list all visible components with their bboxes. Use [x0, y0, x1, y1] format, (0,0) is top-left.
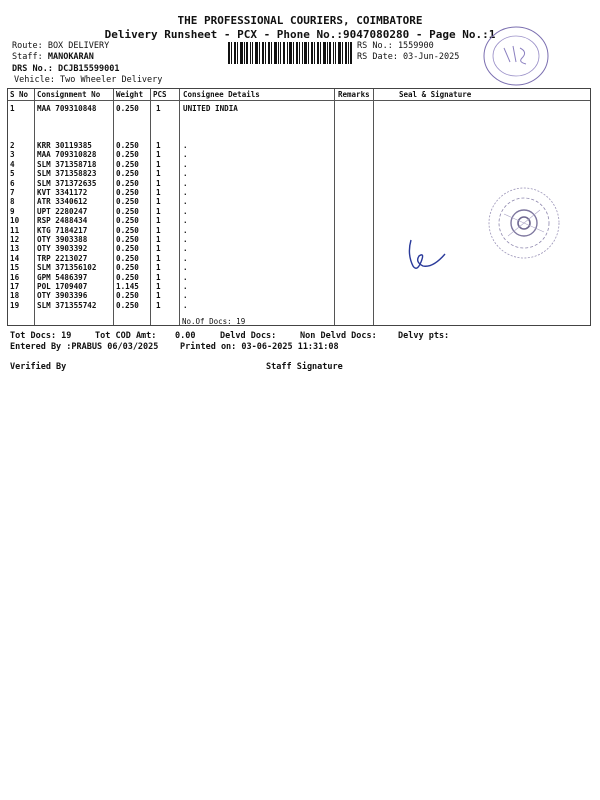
tot-cod-label: Tot COD Amt:: [95, 331, 157, 341]
cell-weight: 0.250: [116, 291, 139, 301]
col-header-seal: Seal & Signature: [399, 90, 472, 99]
cell-details: .: [183, 253, 188, 263]
cell-details: UNITED INDIA: [183, 104, 238, 113]
cell-cons: KRR 30119385: [37, 141, 92, 150]
cell-sno: 6: [10, 178, 15, 188]
signature-mark: [405, 236, 449, 276]
cell-pcs: 1: [156, 150, 161, 160]
runsheet-subtitle: Delivery Runsheet - PCX - Phone No.:9047080280 - Page No.:1: [104, 28, 496, 41]
cell-cons: RSP 2488434: [37, 216, 88, 226]
cell-details: .: [183, 150, 188, 160]
no-of-docs: No.Of Docs: 19: [182, 317, 246, 326]
drs-number: DRS No.: DCJB15599001: [12, 64, 120, 74]
cell-sno: 10: [10, 216, 20, 226]
cell-weight: 1.145: [116, 282, 139, 291]
cell-weight: 0.250: [116, 216, 139, 226]
cell-sno: 19: [10, 300, 20, 310]
cell-cons: GPM 5486397: [37, 272, 88, 282]
table-row: [8, 169, 590, 178]
printed-on: Printed on: 03-06-2025 11:31:08: [180, 342, 339, 352]
cell-pcs: 1: [156, 272, 161, 282]
cell-cons: MAA 709310848: [37, 104, 97, 113]
cell-pcs: 1: [156, 188, 161, 197]
staff-name: MANOKARAN: [47, 52, 94, 62]
seal-stamp-icon: [484, 184, 564, 262]
cell-weight: 0.250: [116, 104, 139, 113]
cell-details: .: [183, 263, 188, 273]
cell-weight: 0.250: [116, 206, 139, 216]
cell-sno: 7: [10, 188, 15, 197]
cell-weight: 0.250: [116, 225, 139, 235]
cell-weight: 0.250: [116, 150, 139, 160]
header-divider: [8, 100, 590, 101]
cell-weight: 0.250: [116, 197, 139, 207]
cell-weight: 0.250: [116, 272, 139, 282]
col-header-remarks: Remarks: [338, 90, 370, 99]
cell-sno: 17: [10, 282, 20, 291]
cell-cons: KTG 7184217: [37, 225, 88, 235]
cell-details: .: [183, 197, 188, 207]
cell-details: .: [183, 159, 188, 169]
vehicle-info: Vehicle: Two Wheeler Delivery: [14, 75, 163, 85]
cell-details: .: [183, 272, 188, 282]
cell-sno: 9: [10, 206, 15, 216]
table-row: [8, 273, 590, 282]
cell-details: .: [183, 225, 188, 235]
cell-pcs: 1: [156, 291, 161, 301]
cell-pcs: 1: [156, 263, 161, 273]
cell-weight: 0.250: [116, 159, 139, 169]
table-row: [8, 104, 590, 113]
cell-cons: OTY 3903388: [37, 235, 88, 244]
entered-by: Entered By :PRABUS 06/03/2025: [10, 342, 159, 352]
cell-cons: TRP 2213027: [37, 253, 88, 263]
cell-pcs: 1: [156, 178, 161, 188]
cell-details: .: [183, 291, 188, 301]
staff-info: [12, 52, 94, 62]
table-row: [8, 150, 590, 159]
cell-weight: 0.250: [116, 263, 139, 273]
cell-pcs: 1: [156, 253, 161, 263]
rs-date: RS Date: 03-Jun-2025: [357, 52, 460, 62]
cell-cons: OTY 3903392: [37, 244, 88, 254]
cell-pcs: 1: [156, 244, 161, 254]
cell-sno: 14: [10, 253, 20, 263]
col-header-sno: S No: [10, 90, 29, 99]
tot-cod-amount: 0.00: [175, 331, 196, 341]
cell-weight: 0.250: [116, 235, 139, 244]
cell-details: .: [183, 235, 188, 244]
col-header-pcs: PCS: [153, 90, 167, 99]
cell-pcs: 1: [156, 225, 161, 235]
cell-sno: 15: [10, 263, 20, 273]
cell-sno: 4: [10, 159, 15, 169]
cell-pcs: 1: [156, 159, 161, 169]
cell-pcs: 1: [156, 104, 161, 113]
staff-label: Staff:: [12, 52, 43, 62]
cell-sno: 13: [10, 244, 20, 254]
cell-sno: 3: [10, 150, 15, 160]
cell-cons: MAA 709310828: [37, 150, 97, 160]
cell-pcs: 1: [156, 197, 161, 207]
col-header-consignee: Consignee Details: [183, 90, 260, 99]
cell-cons: SLM 371355742: [37, 300, 97, 310]
company-title: THE PROFESSIONAL COURIERS, COIMBATORE: [177, 14, 423, 27]
col-header-weight: Weight: [116, 90, 144, 99]
cell-cons: UPT 2280247: [37, 206, 88, 216]
table-row: [8, 160, 590, 169]
cell-sno: 16: [10, 272, 20, 282]
cell-details: .: [183, 216, 188, 226]
cell-details: .: [183, 169, 188, 179]
cell-weight: 0.250: [116, 300, 139, 310]
table-row: [8, 263, 590, 272]
cell-pcs: 1: [156, 282, 161, 291]
cell-details: .: [183, 206, 188, 216]
cell-details: .: [183, 300, 188, 310]
cell-cons: OTY 3903396: [37, 291, 88, 301]
col-header-consignment: Consignment No: [37, 90, 101, 99]
cell-sno: 11: [10, 225, 20, 235]
cell-pcs: 1: [156, 216, 161, 226]
cell-weight: 0.250: [116, 253, 139, 263]
cell-weight: 0.250: [116, 178, 139, 188]
non-delvd-docs: Non Delvd Docs:: [300, 331, 377, 341]
cell-weight: 0.250: [116, 244, 139, 254]
cell-details: .: [183, 141, 188, 150]
route-info: Route: BOX DELIVERY: [12, 41, 110, 51]
delvy-pts: Delvy pts:: [398, 331, 450, 341]
cell-cons: SLM 371358718: [37, 159, 97, 169]
rs-number: RS No.: 1559900: [357, 41, 434, 51]
cell-details: .: [183, 178, 188, 188]
delvd-docs: Delvd Docs:: [220, 331, 277, 341]
tot-docs: Tot Docs: 19: [10, 331, 72, 341]
stamp-icon: [480, 22, 552, 90]
cell-pcs: 1: [156, 206, 161, 216]
cell-details: .: [183, 188, 188, 197]
cell-weight: 0.250: [116, 169, 139, 179]
cell-details: .: [183, 282, 188, 291]
table-row: [8, 141, 590, 150]
cell-pcs: 1: [156, 169, 161, 179]
cell-pcs: 1: [156, 235, 161, 244]
cell-pcs: 1: [156, 141, 161, 150]
verified-by: Verified By: [10, 362, 67, 372]
barcode-image: [228, 42, 352, 64]
cell-sno: 18: [10, 291, 20, 301]
cell-cons: KVT 3341172: [37, 188, 88, 197]
cell-sno: 8: [10, 197, 15, 207]
cell-cons: SLM 371358823: [37, 169, 97, 179]
cell-sno: 12: [10, 235, 20, 244]
table-row: [8, 301, 590, 310]
cell-pcs: 1: [156, 300, 161, 310]
table-row: [8, 282, 590, 291]
table-row: [8, 291, 590, 300]
cell-details: .: [183, 244, 188, 254]
cell-cons: SLM 371356102: [37, 263, 97, 273]
cell-weight: 0.250: [116, 141, 139, 150]
staff-signature-label: Staff Signature: [266, 362, 343, 372]
cell-sno: 5: [10, 169, 15, 179]
cell-weight: 0.250: [116, 188, 139, 197]
cell-cons: ATR 3340612: [37, 197, 88, 207]
cell-cons: SLM 371372635: [37, 178, 97, 188]
cell-sno: 1: [10, 104, 15, 113]
cell-sno: 2: [10, 141, 15, 150]
cell-cons: POL 1709407: [37, 282, 88, 291]
